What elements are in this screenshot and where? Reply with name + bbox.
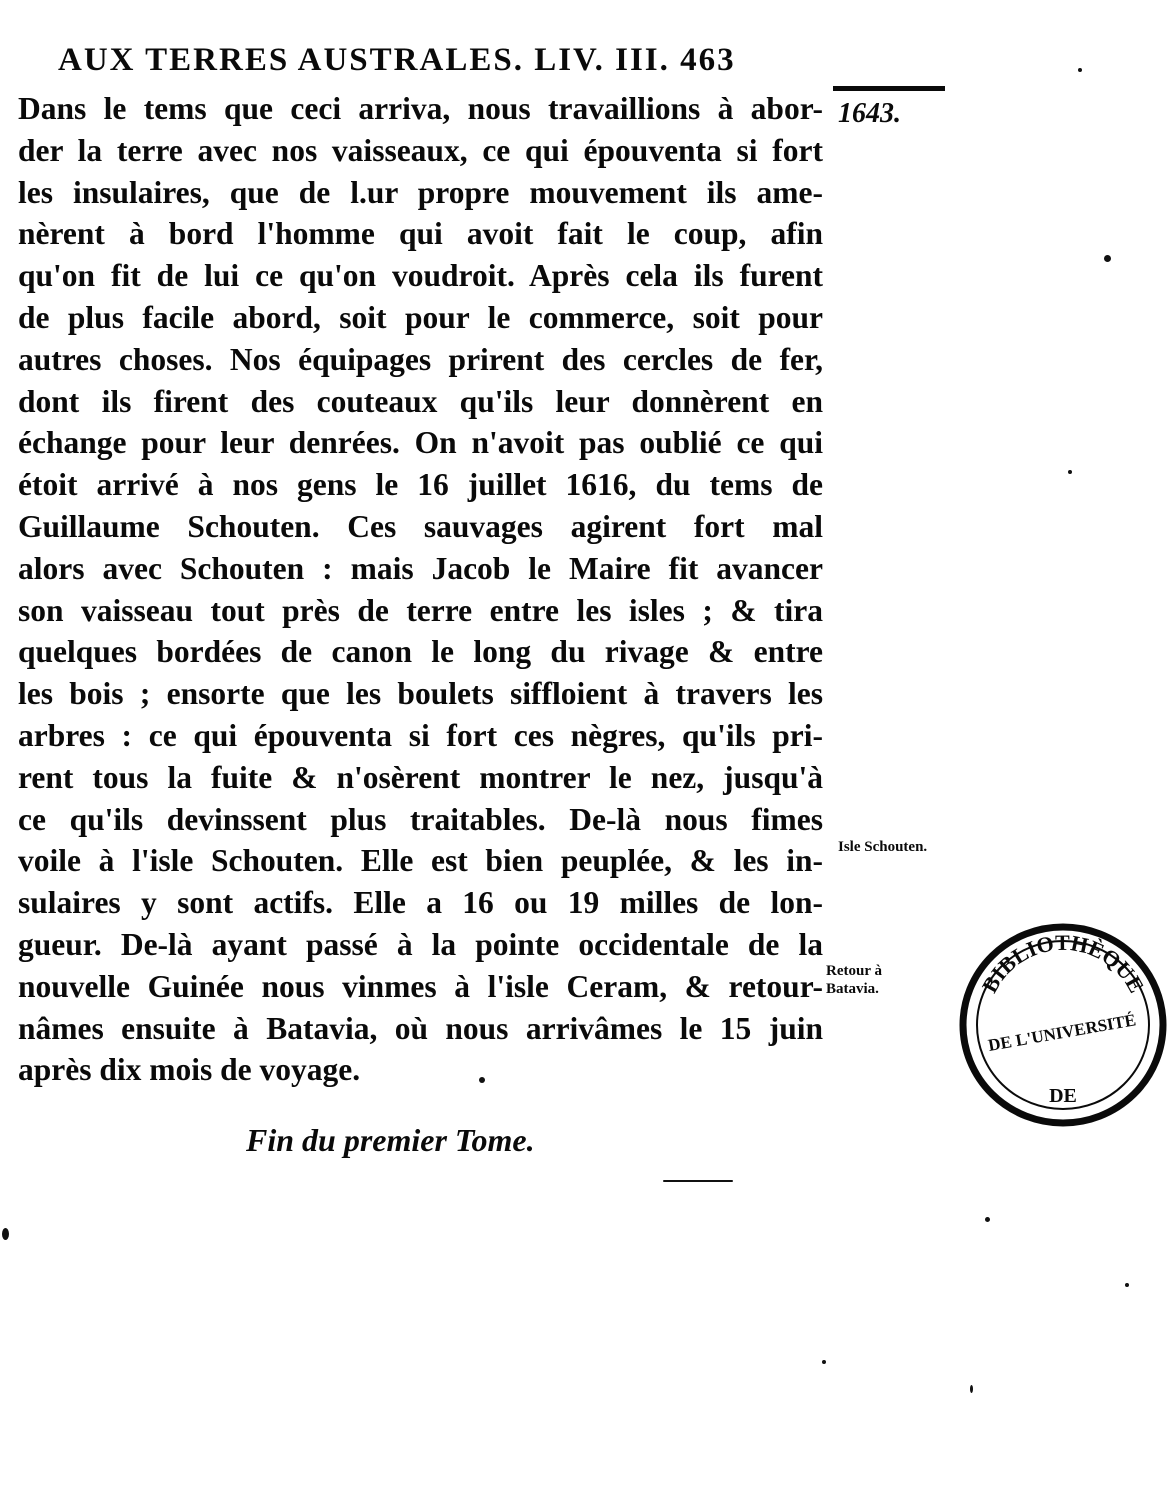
body-line: après dix mois de voyage. [18, 1052, 361, 1088]
scan-speck [985, 1217, 990, 1222]
header-rule [833, 86, 945, 91]
body-line: qu'on fit de lui ce qu'on voudroit. Après cela ils furent [18, 258, 823, 294]
scan-speck [1104, 255, 1111, 262]
scan-speck [1078, 68, 1082, 72]
body-line: gueur. De-là ayant passé à la pointe occidentale de la [18, 926, 823, 962]
body-line: autres choses. Nos équipages prirent des cercles de fer, [18, 341, 823, 377]
body-line: Guillaume Schouten. Ces sauvages agirent fort mal [18, 508, 823, 544]
scan-speck [2, 1228, 9, 1240]
stamp-text-middle: DE L'UNIVERSITÉ [986, 1010, 1138, 1055]
body-line: quelques bordées de canon le long du rivage & entre [18, 634, 823, 670]
body-line: dont ils firent des couteaux qu'ils leur donnèrent en [18, 383, 823, 419]
body-line: arbres : ce qui épouventa si fort ces nègres, qu'ils pri- [18, 717, 823, 753]
body-line: rent tous la fuite & n'osèrent montrer le nez, jusqu'à [18, 759, 823, 795]
body-line: de plus facile abord, soit pour le commerce, soit pour [18, 299, 823, 335]
scan-speck [1068, 470, 1072, 474]
body-line: sulaires y sont actifs. Elle a 16 ou 19 milles de lon- [18, 885, 823, 921]
body-line: échange pour leur denrées. On n'avoit pas oublié ce qui [18, 425, 823, 461]
body-line: les insulaires, que de l.ur propre mouvement ils ame- [18, 174, 823, 210]
body-line: alors avec Schouten : mais Jacob le Maire fit avancer [18, 550, 823, 586]
body-line: son vaisseau tout près de terre entre les isles ; & tira [18, 592, 823, 628]
scan-speck [970, 1385, 973, 1393]
margin-year: 1643. [838, 98, 901, 129]
body-line: nâmes ensuite à Batavia, où nous arrivâmes le 15 juin [18, 1010, 823, 1046]
margin-note-schouten: Isle Schouten. [838, 839, 928, 855]
scan-speck [822, 1360, 826, 1364]
body-line: ce qu'ils devinssent plus traitables. De-là nous fimes [18, 801, 823, 837]
body-line: les bois ; ensorte que les boulets siffloient à travers les [18, 676, 823, 712]
body-text [18, 88, 823, 1091]
body-line: der la terre avec nos vaisseaux, ce qui épouventa si fort [18, 132, 823, 168]
body-line: nouvelle Guinée nous vinmes à l'isle Ceram, & retour- [18, 968, 823, 1004]
body-line: Dans le tems que ceci arriva, nous travaillions à abor- [18, 91, 823, 126]
end-of-volume-note: Fin du premier Tome. [246, 1122, 535, 1158]
body-line: étoit arrivé à nos gens le 16 juillet 1616, du tems de [18, 467, 823, 503]
margin-note-retour: Retour à Batavia. [826, 963, 882, 997]
stamp-text-top: BIBLIOTHÈQUE [976, 929, 1150, 997]
scan-speck [1125, 1283, 1129, 1287]
running-head: AUX TERRES AUSTRALES. LIV. III. 463 [58, 42, 736, 78]
body-line: nèrent à bord l'homme qui avoit fait le coup, afin [18, 216, 823, 252]
stamp-text-bottom: DE [1049, 1085, 1077, 1107]
scan-speck [663, 1180, 733, 1182]
body-line: voile à l'isle Schouten. Elle est bien peuplée, & les in- [18, 843, 823, 879]
scan-speck [479, 1077, 485, 1083]
library-stamp [958, 920, 1168, 1130]
